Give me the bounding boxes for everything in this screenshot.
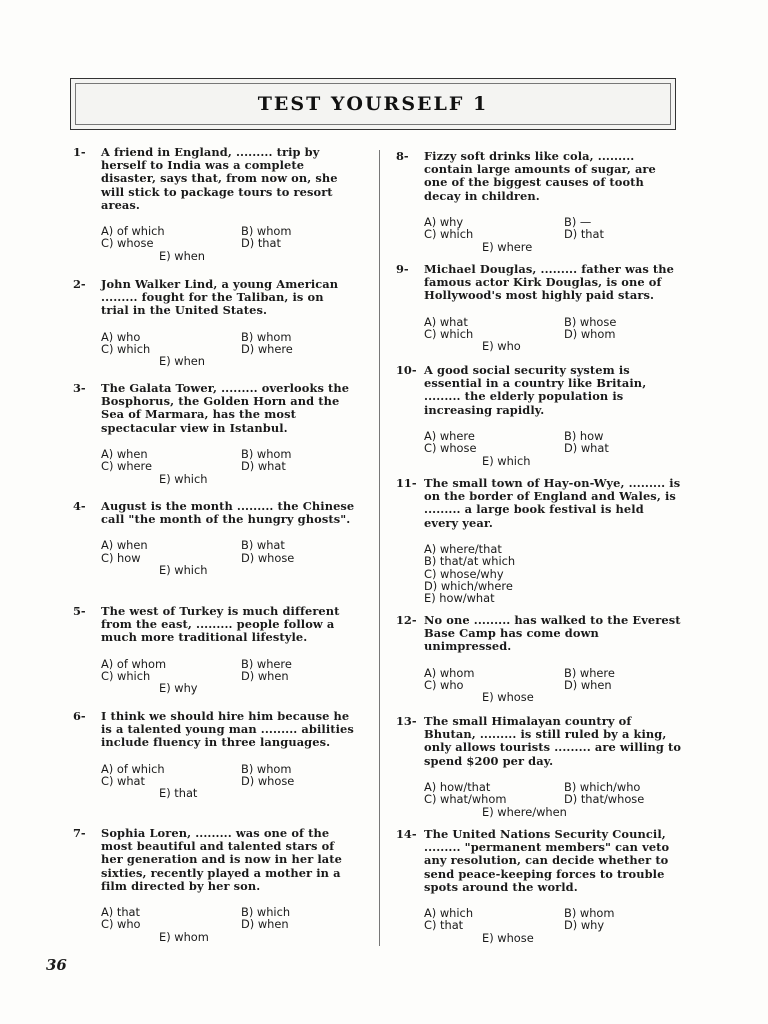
question-stem: The small town of Hay-on-Wye, ......... is on the border of England and Wales, is ......... a large book festival is held every year. (424, 476, 681, 530)
question-5 (73, 605, 355, 695)
option-b[interactable]: B) that/at which (424, 554, 516, 569)
option-e[interactable]: E) where (482, 239, 533, 254)
question-number: 13- (396, 714, 417, 728)
answer-options (101, 763, 355, 800)
question-number: 14- (396, 827, 417, 841)
answer-options (101, 539, 355, 576)
question-13 (396, 715, 682, 818)
answer-options (101, 331, 355, 368)
option-e[interactable]: E) which (159, 563, 208, 578)
option-d[interactable]: D) what (241, 459, 286, 474)
question-number: 10- (396, 363, 417, 377)
option-b[interactable]: B) what (241, 538, 285, 553)
option-b[interactable]: B) which/who (564, 779, 641, 794)
option-a[interactable]: A) who (101, 329, 141, 344)
question-4 (73, 500, 355, 577)
option-d[interactable]: D) when (564, 678, 612, 693)
option-c[interactable]: C) which (424, 227, 474, 242)
question-stem: A friend in England, ......... trip by herself to India was a complete disaster, says that, from now on, she will stick to package tours to resort areas. (101, 145, 338, 212)
question-7 (73, 827, 355, 943)
question-number: 9- (396, 262, 409, 276)
question-stem: The United Nations Security Council, ......... "permanent members" can veto any resolution, can decide whether to send peace-keeping forces to trouble spots around the world. (424, 827, 670, 894)
option-a[interactable]: A) of which (101, 224, 165, 239)
option-c[interactable]: C) what (101, 774, 145, 789)
question-14 (396, 828, 682, 944)
option-b[interactable]: B) where (564, 665, 615, 680)
option-c[interactable]: C) whose/why (424, 566, 504, 581)
question-9 (396, 263, 682, 353)
question-number: 6- (73, 709, 86, 723)
option-a[interactable]: A) when (101, 538, 148, 553)
option-a[interactable]: A) when (101, 446, 148, 461)
option-c[interactable]: C) where (101, 459, 153, 474)
option-e[interactable]: E) why (159, 681, 198, 696)
option-c[interactable]: C) how (101, 550, 141, 565)
question-number: 5- (73, 604, 86, 618)
option-e[interactable]: E) where/when (482, 804, 567, 819)
question-number: 11- (396, 476, 417, 490)
answer-options (424, 316, 682, 353)
option-a[interactable]: A) where/that (424, 541, 502, 556)
answer-options (424, 543, 682, 605)
answer-options (424, 907, 682, 944)
option-e[interactable]: E) whom (159, 929, 209, 944)
option-b[interactable]: B) how (564, 428, 604, 443)
page-title: TEST YOURSELF 1 (257, 93, 489, 115)
option-e[interactable]: E) whose (482, 690, 534, 705)
question-number: 1- (73, 145, 86, 159)
answer-options (424, 781, 682, 818)
option-c[interactable]: C) what/whom (424, 792, 507, 807)
question-2 (73, 278, 355, 368)
option-d[interactable]: D) whose (241, 774, 295, 789)
question-number: 4- (73, 499, 86, 513)
answer-options (101, 906, 355, 943)
column-divider (379, 150, 380, 946)
option-b[interactable]: B) whom (241, 446, 292, 461)
page-number: 36 (46, 956, 67, 974)
answer-options (424, 216, 682, 253)
question-11 (396, 477, 682, 605)
option-a[interactable]: A) why (424, 214, 464, 229)
option-d[interactable]: D) whose (241, 550, 295, 565)
option-a[interactable]: A) of whom (101, 656, 167, 671)
question-stem: No one ......... has walked to the Everest Base Camp has come down unimpressed. (424, 613, 681, 654)
question-stem: I think we should hire him because he is a talented young man ......... abilities include fluency in three languages. (101, 709, 354, 750)
option-b[interactable]: B) whom (241, 329, 292, 344)
option-b[interactable]: B) whom (241, 761, 292, 776)
option-e[interactable]: E) that (159, 786, 198, 801)
question-stem: August is the month ......... the Chinese call "the month of the hungry ghosts". (101, 499, 355, 527)
option-d[interactable]: D) that (564, 227, 604, 242)
option-d[interactable]: D) when (241, 917, 289, 932)
option-d[interactable]: D) whom (564, 327, 616, 342)
option-e[interactable]: E) which (482, 453, 531, 468)
question-number: 12- (396, 613, 417, 627)
option-a[interactable]: A) what (424, 314, 468, 329)
option-a[interactable]: A) how/that (424, 779, 491, 794)
question-stem: John Walker Lind, a young American ......... fought for the Taliban, is on trial in the United States. (101, 277, 339, 318)
question-stem: A good social security system is essential in a country like Britain, ......... the elderly population is increasing rapidly. (424, 363, 647, 417)
option-d[interactable]: D) which/where (424, 579, 513, 594)
question-number: 7- (73, 826, 86, 840)
option-d[interactable]: D) why (564, 918, 605, 933)
question-stem: The Galata Tower, ......... overlooks the Bosphorus, the Golden Horn and the Sea of Marmara, has the most spectacular view in Istanbul. (101, 381, 350, 435)
answer-options (101, 658, 355, 695)
title-box (70, 78, 676, 130)
question-stem: The small Himalayan country of Bhutan, ......... is still ruled by a king, only allows tourists ......... are willing to spend $200 per day. (424, 714, 682, 768)
option-e[interactable]: E) which (159, 471, 208, 486)
question-number: 3- (73, 381, 86, 395)
question-10 (396, 364, 682, 467)
question-6 (73, 710, 355, 800)
option-c[interactable]: C) who (424, 678, 464, 693)
option-d[interactable]: D) that/whose (564, 792, 645, 807)
answer-options (424, 667, 682, 704)
answer-options (101, 225, 355, 262)
option-d[interactable]: D) when (241, 669, 289, 684)
option-a[interactable]: A) where (424, 428, 475, 443)
option-e[interactable]: E) whose (482, 930, 534, 945)
option-b[interactable]: B) whom (564, 906, 615, 921)
question-stem: The west of Turkey is much different from the east, ......... people follow a much more traditional lifestyle. (101, 604, 340, 645)
option-d[interactable]: D) where (241, 342, 293, 357)
option-e[interactable]: E) who (482, 339, 521, 354)
option-d[interactable]: D) that (241, 236, 281, 251)
question-3 (73, 382, 355, 485)
title-box-inner (75, 83, 671, 125)
option-c[interactable]: C) that (424, 918, 464, 933)
option-c[interactable]: C) which (101, 342, 151, 357)
option-a[interactable]: A) that (101, 905, 140, 920)
option-b[interactable]: B) whom (241, 224, 292, 239)
answer-options (424, 430, 682, 467)
option-d[interactable]: D) what (564, 441, 609, 456)
option-e[interactable]: E) when (159, 248, 206, 263)
option-c[interactable]: C) which (101, 669, 151, 684)
option-b[interactable]: B) where (241, 656, 292, 671)
question-stem: Fizzy soft drinks like cola, ......... contain large amounts of sugar, are one of the biggest causes of tooth decay in children. (424, 149, 656, 203)
question-number: 2- (73, 277, 86, 291)
option-b[interactable]: B) whose (564, 314, 617, 329)
option-c[interactable]: C) whose (424, 441, 477, 456)
option-a[interactable]: A) which (424, 906, 474, 921)
option-b[interactable]: B) which (241, 905, 291, 920)
option-e[interactable]: E) when (159, 354, 206, 369)
question-stem: Michael Douglas, ......... father was the famous actor Kirk Douglas, is one of Hollywood's most highly paid stars. (424, 262, 674, 303)
question-stem: Sophia Loren, ......... was one of the most beautiful and talented stars of her generation and is now in her late sixties, recently played a mother in a film directed by her son. (101, 826, 342, 893)
option-b[interactable]: B) — (564, 214, 592, 229)
option-a[interactable]: A) of which (101, 761, 165, 776)
answer-options (101, 448, 355, 485)
option-c[interactable]: C) which (424, 327, 474, 342)
option-e[interactable]: E) how/what (424, 591, 495, 606)
option-c[interactable]: C) whose (101, 236, 154, 251)
option-a[interactable]: A) whom (424, 665, 475, 680)
question-8 (396, 150, 682, 253)
question-1 (73, 146, 355, 262)
option-c[interactable]: C) who (101, 917, 141, 932)
question-12 (396, 614, 682, 704)
question-number: 8- (396, 149, 409, 163)
